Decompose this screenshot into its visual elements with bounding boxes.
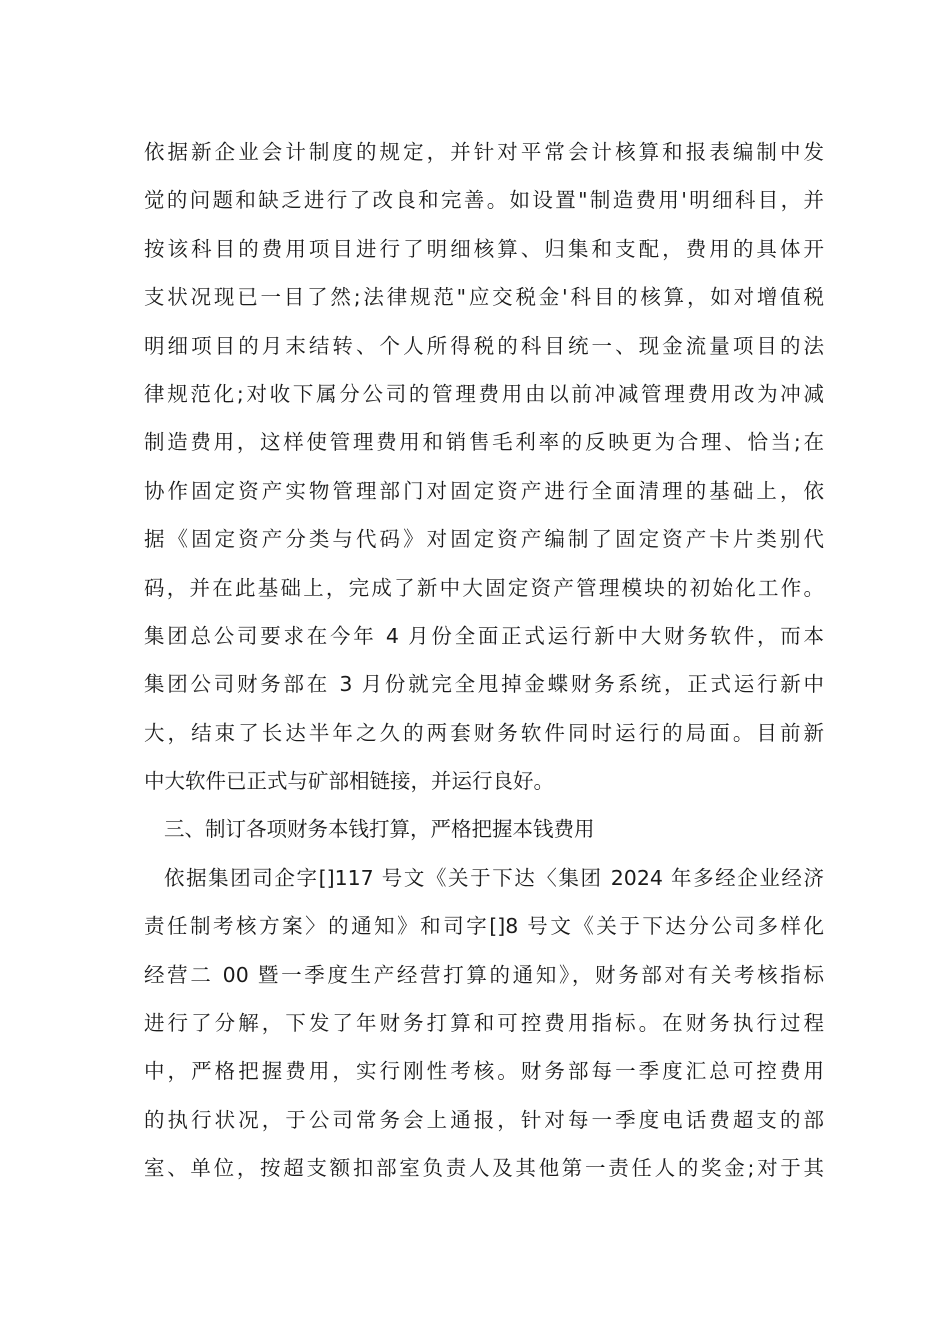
text-line: 支状况现已一目了然;法律规范"应交税金'科目的核算，如对增值税 <box>144 285 824 310</box>
section-heading: 三、制订各项财务本钱打算，严格把握本钱费用 <box>164 817 595 842</box>
text-line: 集团总公司要求在今年 4 月份全面正式运行新中大财务软件，而本 <box>144 623 824 648</box>
text-line: 律规范化;对收下属分公司的管理费用由以前冲减管理费用改为冲减 <box>144 381 824 406</box>
text-line: 中大软件已正式与矿部相链接，并运行良好。 <box>144 769 554 794</box>
text-line: 依据集团司企字[]117 号文《关于下达〈集团 2024 年多经企业经济 <box>164 865 824 890</box>
text-line: 大，结束了长达半年之久的两套财务软件同时运行的局面。目前新 <box>144 720 824 745</box>
text-line: 明细项目的月末结转、个人所得税的科目统一、现金流量项目的法 <box>144 333 824 358</box>
text-line: 责任制考核方案〉的通知》和司字[]8 号文《关于下达分公司多样化 <box>144 914 824 939</box>
text-line: 经营二 00 暨一季度生产经营打算的通知》，财务部对有关考核指标 <box>144 962 824 987</box>
text-line: 中，严格把握费用，实行刚性考核。财务部每一季度汇总可控费用 <box>144 1059 824 1084</box>
text-line: 按该科目的费用项目进行了明细核算、归集和支配，费用的具体开 <box>144 236 824 261</box>
document-body <box>144 128 824 1193</box>
text-line: 制造费用，这样使管理费用和销售毛利率的反映更为合理、恰当;在 <box>144 430 824 455</box>
text-line: 码，并在此基础上，完成了新中大固定资产管理模块的初始化工作。 <box>144 575 824 600</box>
text-line: 据《固定资产分类与代码》对固定资产编制了固定资产卡片类别代 <box>144 527 824 552</box>
text-line: 进行了分解，下发了年财务打算和可控费用指标。在财务执行过程 <box>144 1011 824 1036</box>
text-line: 室、单位，按超支额扣部室负责人及其他第一责任人的奖金;对于其 <box>144 1156 824 1181</box>
text-line: 依据新企业会计制度的规定，并针对平常会计核算和报表编制中发 <box>144 140 824 164</box>
text-line: 集团公司财务部在 3 月份就完全甩掉金蝶财务系统，正式运行新中 <box>144 672 824 697</box>
text-line: 的执行状况，于公司常务会上通报，针对每一季度电话费超支的部 <box>144 1107 824 1132</box>
text-line: 协作固定资产实物管理部门对固定资产进行全面清理的基础上，依 <box>144 478 824 503</box>
text-line: 觉的问题和缺乏进行了改良和完善。如设置"制造费用'明细科目，并 <box>144 188 824 213</box>
